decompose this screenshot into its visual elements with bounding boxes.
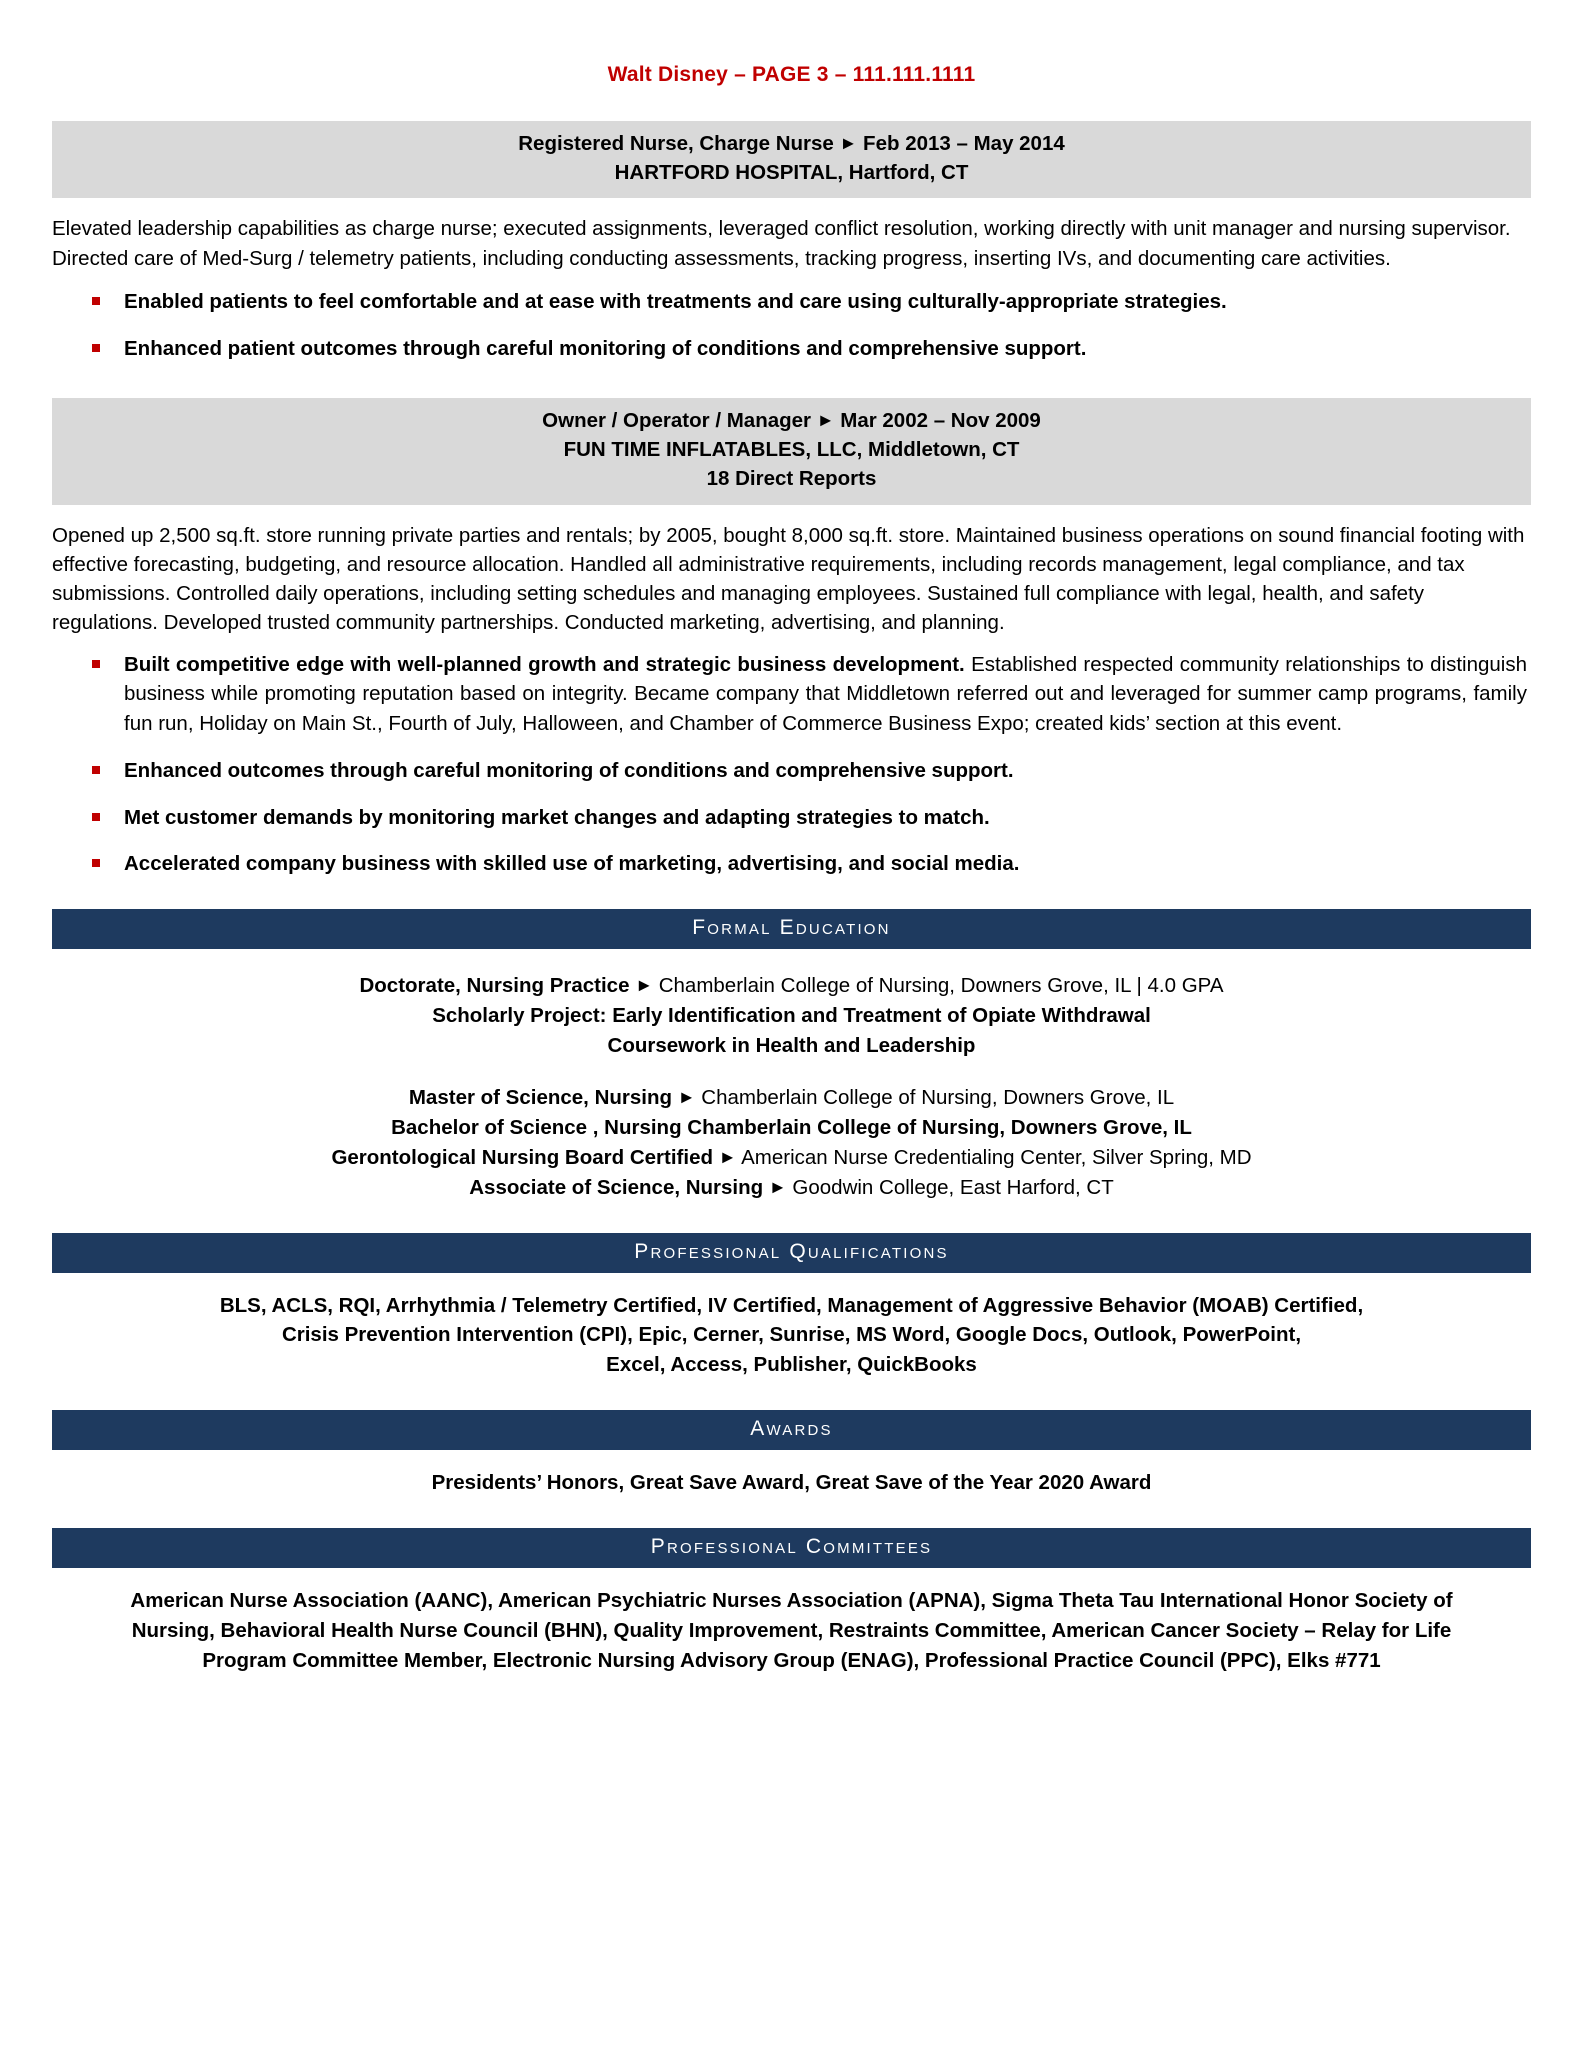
job-title-line bbox=[62, 407, 1521, 436]
job-bullets bbox=[52, 650, 1531, 879]
bullet-bold-text: Enhanced outcomes through careful monitoring of conditions and comprehensive support. bbox=[124, 758, 1014, 782]
section-heading-professional-qualifications: Professional Qualifications bbox=[52, 1233, 1531, 1273]
degree-name: Master of Science, Nursing bbox=[408, 1085, 673, 1109]
job-header-bar bbox=[52, 398, 1531, 504]
education-content bbox=[52, 971, 1531, 1202]
square-bullet-icon bbox=[92, 297, 100, 305]
education-line bbox=[52, 971, 1531, 1001]
job-dates: Feb 2013 – May 2014 bbox=[863, 132, 1065, 155]
list-item bbox=[52, 849, 1531, 879]
job-summary: Opened up 2,500 sq.ft. store running private parties and rentals; by 2005, bought 8,000 sq.ft. store. Maintained business operations on sound financial footing with effective forecasting, budgeting, and resource allocation. Handled all administrative requirements, including records management, legal compliance, and tax submissions. Controlled daily operations, including setting schedules and managing employees. Sustained full compliance with legal, health, and safety regulations. Developed trusted community partnerships. Conducted marketing, advertising, and planning. bbox=[52, 523, 1525, 635]
committees-line: Nursing, Behavioral Health Nurse Council (BHN), Quality Improvement, Restraints Committee, American Cancer Society – Relay for Life bbox=[131, 1619, 1452, 1643]
job-company: HARTFORD HOSPITAL, Hartford, CT bbox=[614, 160, 969, 184]
square-bullet-icon bbox=[92, 660, 100, 668]
square-bullet-icon bbox=[92, 344, 100, 352]
triangle-icon: ► bbox=[677, 1086, 696, 1107]
job-title: Registered Nurse, Charge Nurse bbox=[518, 132, 834, 155]
bullet-bold-text: Accelerated company business with skilled use of marketing, advertising, and social media. bbox=[124, 852, 1020, 876]
job-bullets bbox=[52, 287, 1531, 363]
triangle-icon: ► bbox=[718, 1146, 737, 1167]
committees-content bbox=[127, 1586, 1457, 1676]
section-heading-awards: Awards bbox=[52, 1410, 1531, 1450]
bullet-bold-text: Met customer demands by monitoring market changes and adapting strategies to match. bbox=[124, 805, 990, 829]
degree-name: Associate of Science, Nursing bbox=[469, 1175, 764, 1199]
square-bullet-icon bbox=[92, 766, 100, 774]
qualifications-line: Crisis Prevention Intervention (CPI), Epic, Cerner, Sunrise, MS Word, Google Docs, Outlook, PowerPoint, bbox=[281, 1323, 1302, 1347]
square-bullet-icon bbox=[92, 813, 100, 821]
bullet-bold-text: Built competitive edge with well-planned growth and strategic business development. bbox=[124, 652, 965, 676]
list-item bbox=[52, 287, 1531, 317]
degree-name: Doctorate, Nursing Practice bbox=[359, 974, 630, 998]
awards-line: Presidents’ Honors, Great Save Award, Great Save of the Year 2020 Award bbox=[431, 1471, 1152, 1495]
education-line bbox=[52, 1083, 1531, 1113]
running-header: Walt Disney – PAGE 3 – 111.111.1111 bbox=[607, 63, 976, 86]
scholarly-project: Scholarly Project: Early Identification and Treatment of Opiate Withdrawal bbox=[432, 1003, 1151, 1027]
triangle-icon: ► bbox=[768, 1176, 787, 1197]
education-group bbox=[52, 1083, 1531, 1203]
degree-name: Bachelor of Science , Nursing Chamberlain College of Nursing, Downers Grove, IL bbox=[391, 1115, 1192, 1139]
education-line bbox=[52, 1113, 1531, 1143]
education-group bbox=[52, 971, 1531, 1061]
job-title-line bbox=[62, 130, 1521, 159]
section-heading-professional-committees: Professional Committees bbox=[52, 1528, 1531, 1568]
coursework: Coursework in Health and Leadership bbox=[607, 1033, 976, 1057]
bullet-regular-text: Established respected community relationships to distinguish business while promoting reputation based on integrity. Became company that Middletown referred out and leveraged for summer camp programs, family fun run, Holiday on Main St., Fourth of July, Halloween, and Chamber of Commerce Business Expo; created kids’ section at this event. bbox=[124, 652, 1527, 736]
school-name: Chamberlain College of Nursing, Downers Grove, IL | 4.0 GPA bbox=[658, 974, 1224, 998]
education-line bbox=[52, 1143, 1531, 1173]
education-line bbox=[52, 1001, 1531, 1031]
education-line bbox=[52, 1031, 1531, 1061]
list-item bbox=[52, 803, 1531, 833]
triangle-icon: ► bbox=[635, 975, 654, 996]
job-direct-reports: 18 Direct Reports bbox=[706, 466, 877, 490]
school-name: Chamberlain College of Nursing, Downers Grove, IL bbox=[701, 1085, 1175, 1109]
job-dates: Mar 2002 – Nov 2009 bbox=[840, 409, 1041, 433]
job-header-bar bbox=[52, 121, 1531, 198]
qualifications-line: Excel, Access, Publisher, QuickBooks bbox=[606, 1353, 977, 1377]
job-title: Owner / Operator / Manager bbox=[542, 409, 812, 433]
certification-name: Gerontological Nursing Board Certified bbox=[331, 1145, 713, 1169]
school-name: Goodwin College, East Harford, CT bbox=[792, 1175, 1114, 1199]
qualifications-line: BLS, ACLS, RQI, Arrhythmia / Telemetry Certified, IV Certified, Management of Aggressive Behavior (MOAB) Certified, bbox=[219, 1293, 1364, 1317]
triangle-icon: ► bbox=[839, 133, 858, 153]
bullet-bold-text: Enhanced patient outcomes through careful monitoring of conditions and comprehensive support. bbox=[124, 336, 1087, 360]
square-bullet-icon bbox=[92, 859, 100, 867]
bullet-bold-text: Enabled patients to feel comfortable and at ease with treatments and care using culturally-appropriate strategies. bbox=[124, 290, 1227, 313]
committees-line: Program Committee Member, Electronic Nursing Advisory Group (ENAG), Professional Practice Council (PPC), Elks #771 bbox=[202, 1649, 1381, 1673]
issuer-name: American Nurse Credentialing Center, Silver Spring, MD bbox=[741, 1145, 1252, 1169]
job-company: FUN TIME INFLATABLES, LLC, Middletown, CT bbox=[563, 438, 1020, 462]
education-line bbox=[52, 1173, 1531, 1203]
list-item bbox=[52, 650, 1531, 739]
list-item bbox=[52, 756, 1531, 786]
list-item bbox=[52, 334, 1531, 364]
qualifications-content bbox=[127, 1291, 1457, 1381]
awards-content bbox=[127, 1468, 1457, 1498]
committees-line: American Nurse Association (AANC), American Psychiatric Nurses Association (APNA), Sigma Theta Tau International Honor Society of bbox=[130, 1589, 1453, 1613]
section-heading-formal-education: Formal Education bbox=[52, 909, 1531, 949]
triangle-icon: ► bbox=[816, 410, 835, 431]
job-summary: Elevated leadership capabilities as charge nurse; executed assignments, leveraged conflict resolution, working directly with unit manager and nursing supervisor. Directed care of Med-Surg / telemetry patients, including conducting assessments, tracking progress, inserting IVs, and documenting care activities. bbox=[52, 217, 1511, 270]
